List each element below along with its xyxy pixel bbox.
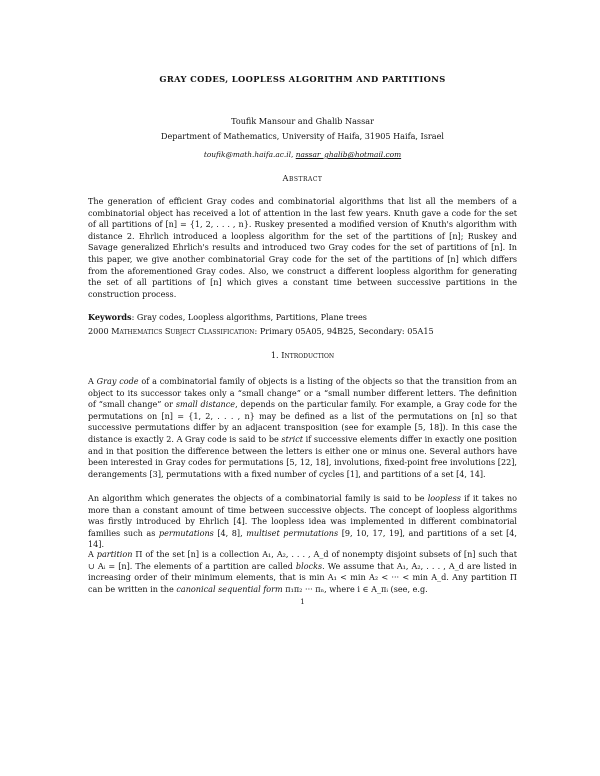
- email-separator: ,: [291, 150, 294, 159]
- intro-p1-text-b: of a combinatorial family of objects is a listing of the objects so that the transition from an object to its successor takes only a “small change” or a “small number different letters. The definition of “small change” or: [88, 376, 518, 410]
- intro-p1-text-c: , depends on the particular family. For example, a Gray code for the permutations on [n] = {1, 2, . . . , n} may be defined as a list of the permutations on [n] so that successive permutations differ by an adjacent transposition (see for example [5, 18]). In this case the distance is exactly 2. A Gray code is said to be: [88, 399, 517, 444]
- intro-p3-text-c: . We assume that A₁, A₂, . . . , A_d are listed in increasing order of their minimum elements, that is min A₁ < min A₂ < ··· < min A_d. Any partition Π can be written in the: [88, 560, 517, 594]
- intro-p2-text-c: [4, 8],: [213, 527, 247, 538]
- intro-p2-text-a: An algorithm which generates the objects of a combinatorial family is said to be: [88, 493, 428, 503]
- keywords-text: : Gray codes, Loopless algorithms, Partitions, Plane trees: [131, 312, 367, 322]
- section-heading-introduction: 1. Introduction: [270, 350, 335, 360]
- email-2[interactable]: nassar_ghalib@hotmail.com: [295, 150, 402, 159]
- intro-p1-text-d: if successive elements differ in exactly one position and in that position the difference between the letters is either one or minus one. Several authors have been interested in Gray codes for permutations [5, 12, 18], involutions, fixed-point free involutions [22], derangements [3], permutations with a fixed number of cycles [1], and partitions of a set [4, 14].: [88, 433, 517, 479]
- author-emails: [88, 149, 517, 161]
- intro-paragraph-2: [88, 493, 517, 551]
- intro-paragraph-1: [88, 376, 517, 480]
- intro-p3-term-partition: partition: [96, 549, 133, 559]
- msc-text: : Primary 05A05, 94B25, Secondary: 05A15: [254, 326, 434, 336]
- abstract-text: The generation of efficient Gray codes and combinatorial algorithms that list all the members of a combinatorial object has received a lot of attention in the last few years. Knuth gave a code for the set of all partitions of [n] = {1, 2, . . . , n}. Ruskey presented a modified version of Knuth's algorithm with distance 2. Ehrlich introduced a loopless algorithm for the set of the partitions of [n]; Ruskey and Savage generalized Ehrlich's results and introduced two Gray codes for the set of partitions of [n]. In this paper, we give another combinatorial Gray code for the set of the partitions of [n] which differs from the aforementioned Gray codes. Also, we construct a different loopless algorithm for generating the set of all partitions of [n] which gives a constant time between successive partitions in the construction process.: [88, 196, 517, 299]
- intro-paragraph-3: [88, 549, 517, 595]
- intro-p1-term-strict: strict: [281, 433, 304, 444]
- intro-p3-text-a: A: [88, 549, 97, 559]
- author-names: Toufik Mansour and Ghalib Nassar: [231, 116, 374, 126]
- intro-p2-term-multiset-permutations: multiset permutations: [246, 527, 339, 538]
- intro-p3-term-canonical-form: canonical sequential form: [176, 583, 283, 594]
- paper-title: GRAY CODES, LOOPLESS ALGORITHM AND PARTITIONS: [159, 74, 446, 84]
- abstract-heading: Abstract: [282, 173, 323, 183]
- page-number: 1: [300, 598, 305, 606]
- msc-year: 2000: [88, 326, 109, 336]
- msc-label: Mathematics Subject Classification: [111, 326, 255, 336]
- intro-p2-text-d: [9, 10, 17, 19], and partitions of a set [4, 14].: [88, 527, 518, 550]
- intro-p1-text-a: A: [88, 376, 97, 386]
- intro-p2-text-b: if it takes no more than a constant amount of time between successive objects. The concept of loopless algorithms was firstly introduced by Ehrlich [4]. The loopless idea was implemented in different combinatorial families such as: [88, 493, 517, 538]
- keywords-line: [88, 312, 517, 324]
- intro-p3-text-d: π₁π₂ ··· πₙ, where i ∈ A_πᵢ (see, e.g.: [282, 583, 428, 594]
- intro-p3-term-blocks: blocks: [295, 560, 323, 571]
- keywords-label: Keywords: [88, 312, 132, 322]
- intro-p1-term-small-distance: small distance: [175, 399, 236, 410]
- intro-p1-term-gray-code: Gray code: [96, 376, 139, 386]
- msc-line: [88, 326, 517, 338]
- intro-p2-term-permutations: permutations: [158, 527, 214, 538]
- author-affiliation: Department of Mathematics, University of Haifa, 31905 Haifa, Israel: [161, 131, 444, 141]
- email-1[interactable]: toufik@math.haifa.ac.il: [203, 150, 291, 159]
- intro-p3-text-b: Π of the set [n] is a collection A₁, A₂, . . . , A_d of nonempty disjoint subsets of [n] such that ∪ Aᵢ = [n]. The elements of a partition are called: [88, 549, 517, 571]
- intro-p2-term-loopless: loopless: [427, 493, 461, 503]
